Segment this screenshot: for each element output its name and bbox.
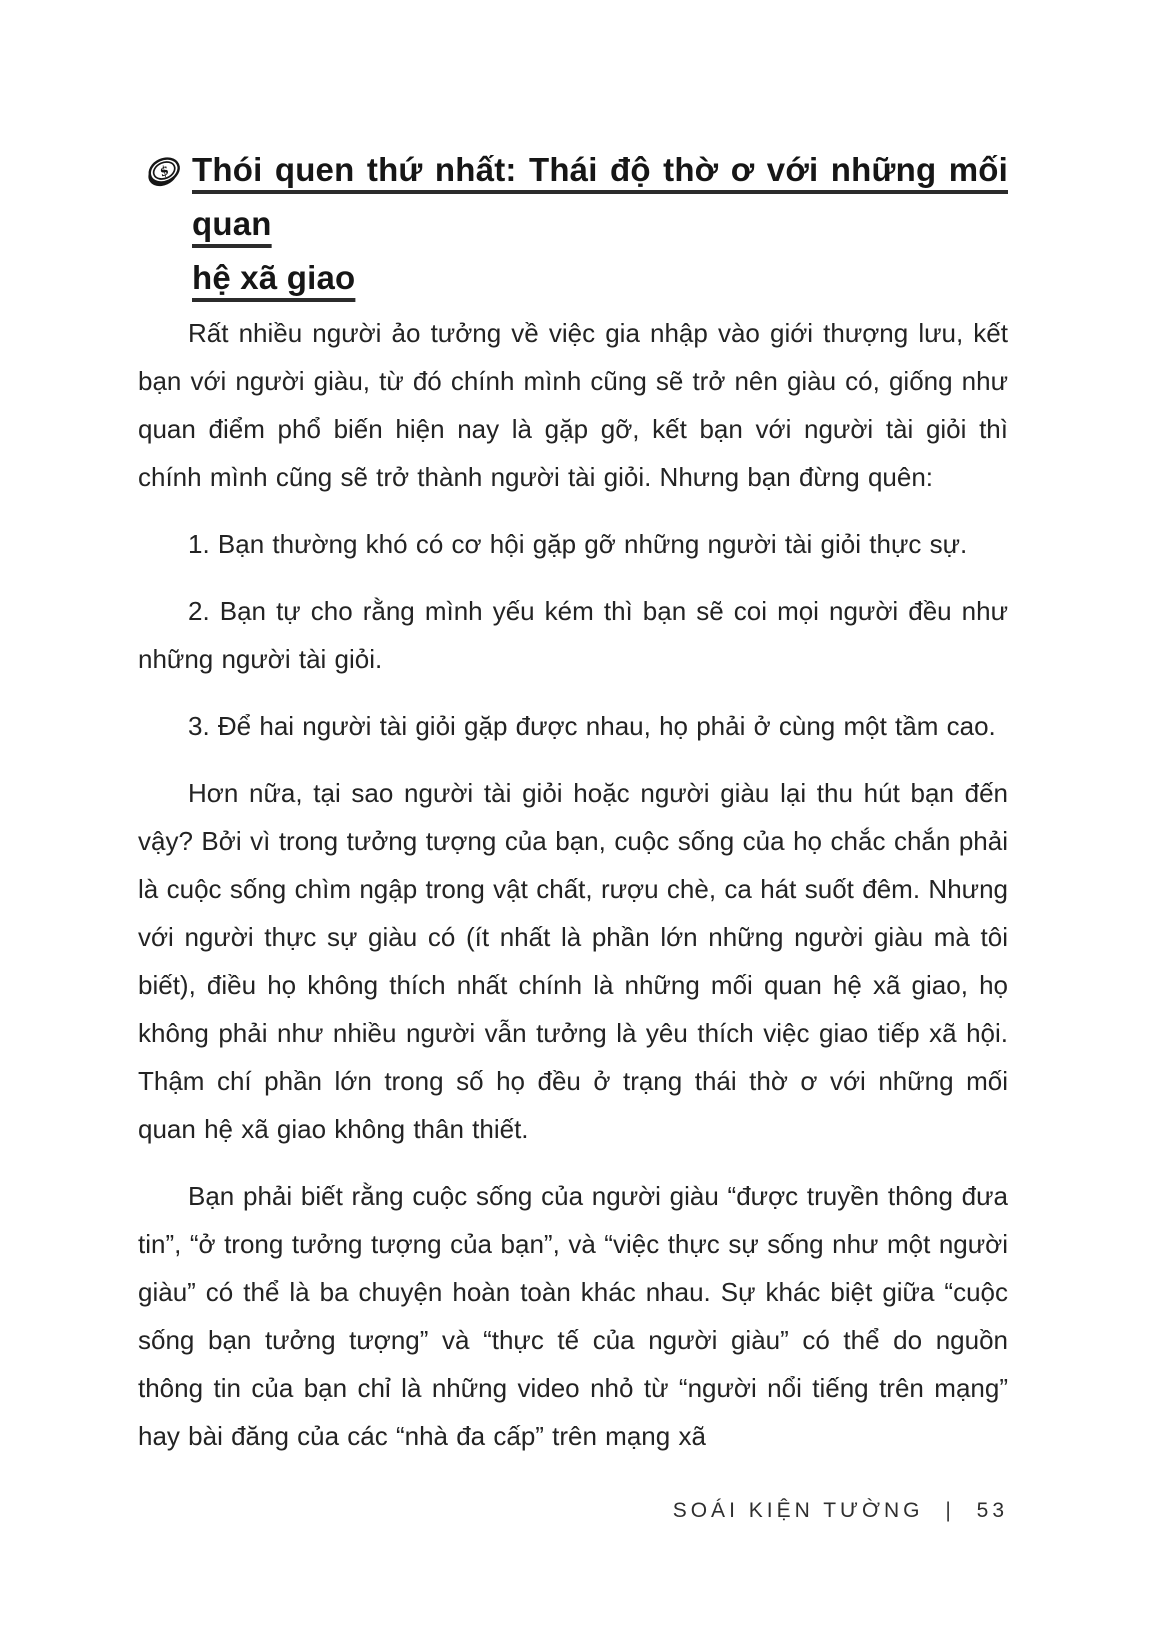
page-body bbox=[138, 309, 1008, 1460]
page-footer bbox=[673, 1499, 1008, 1523]
list-item-2: 2. Bạn tự cho rằng mình yếu kém thì bạn sẽ coi mọi người đều như những người tài giỏi. bbox=[138, 596, 1008, 674]
footer-divider: | bbox=[945, 1499, 955, 1522]
paragraph-intro: Rất nhiều người ảo tưởng về việc gia nhập vào giới thượng lưu, kết bạn với người giàu, từ đó chính mình cũng sẽ trở nên giàu có, giống như quan điểm phổ biến hiện nay là gặp gỡ, kết bạn với người tài giỏi thì chính mình cũng sẽ trở thành người tài giỏi. Nhưng bạn đừng quên: bbox=[138, 318, 1008, 492]
footer-page-number: 53 bbox=[976, 1499, 1008, 1522]
footer-book-title: SOÁI KIỆN TƯỜNG bbox=[672, 1499, 924, 1522]
paragraph-media-vs-reality: Bạn phải biết rằng cuộc sống của người giàu “được truyền thông đưa tin”, “ở trong tưởng tượng của bạn”, và “việc thực sự sống như một người giàu” có thể là ba chuyện hoàn toàn khác nhau. Sự khác biệt giữa “cuộc sống bạn tưởng tượng” và “thực tế của người giàu” có thể do nguồn thông tin của bạn chỉ là những video nhỏ từ “người nổi tiếng trên mạng” hay bài đăng của các “nhà đa cấp” trên mạng xã bbox=[138, 1181, 1008, 1451]
paragraph-explanation: Hơn nữa, tại sao người tài giỏi hoặc người giàu lại thu hút bạn đến vậy? Bởi vì trong tưởng tượng của bạn, cuộc sống của họ chắc chắn phải là cuộc sống chìm ngập trong vật chất, rượu chè, ca hát suốt đêm. Nhưng với người thực sự giàu có (ít nhất là phần lớn những người giàu mà tôi biết), điều họ không thích nhất chính là những mối quan hệ xã giao, họ không phải như nhiều người vẫn tưởng là yêu thích việc giao tiếp xã hội. Thậm chí phần lớn trong số họ đều ở trạng thái thờ ơ với những mối quan hệ xã giao không thân thiết. bbox=[138, 778, 1008, 1144]
coin-icon bbox=[144, 150, 184, 192]
list-item-1: 1. Bạn thường khó có cơ hội gặp gỡ những người tài giỏi thực sự. bbox=[188, 529, 968, 559]
svg-text:$: $ bbox=[157, 162, 173, 181]
heading-line-2: hệ xã giao bbox=[192, 259, 356, 296]
chapter-heading bbox=[138, 143, 1008, 305]
list-item-3: 3. Để hai người tài giỏi gặp được nhau, họ phải ở cùng một tầm cao. bbox=[188, 711, 996, 741]
page-content bbox=[138, 143, 1008, 1460]
heading-line-1: Thói quen thứ nhất: Thái độ thờ ơ với những mối quan bbox=[192, 151, 1008, 242]
